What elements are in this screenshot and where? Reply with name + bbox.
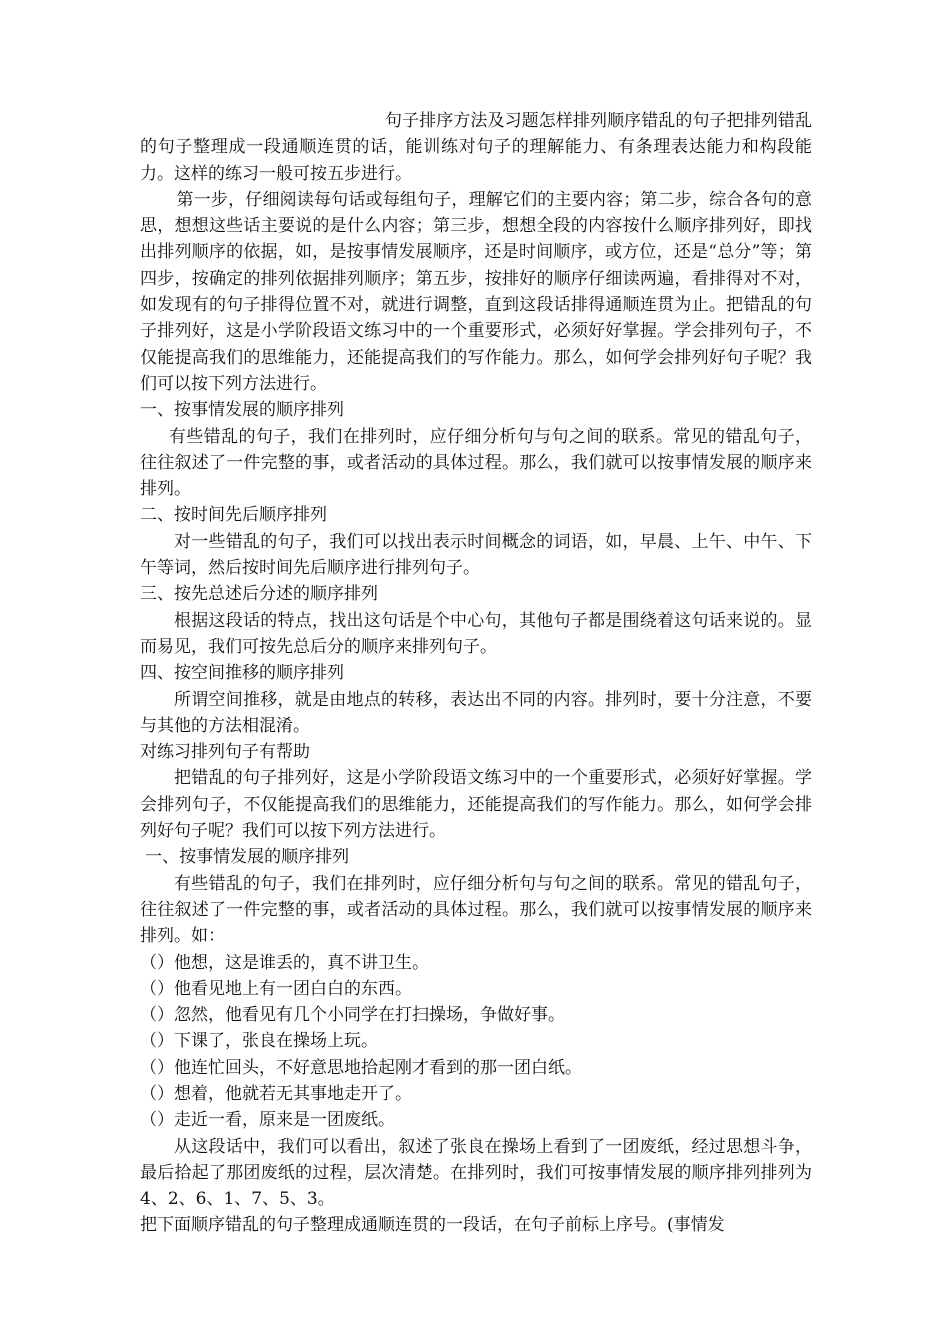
exercise-item: （）想着，他就若无其事地走开了。: [140, 1083, 412, 1104]
exercise-item: （）忽然，他看见有几个小同学在打扫操场，争做好事。: [140, 1005, 565, 1026]
body-paragraph: 根据这段话的特点，找出这句话是个中心句，其他句子都是围绕着这句话来说的。显而易见，我们可按先总后分的顺序来排列句子。: [140, 610, 812, 657]
steps-paragraph: 第一步，仔细阅读每句话或每组句子，理解它们的主要内容；第二步，综合各句的意思，想想这些话主要说的是什么内容；第三步，想想全段的内容按什么顺序排列好，即找出排列顺序的依据，如，是按事情发展顺序，还是时间顺序，或方位，还是“总分”等；第四步，按确定的排列依据排列顺序；第五步，按排好的顺序仔细读两遍，看排得对不对，如发现有的句子排得位置不对，就进行调整，直到这段话排得通顺连贯为止。把错乱的句子排列好，这是小学阶段语文练习中的一个重要形式，必须好好掌握。学会排列句子，不仅能提高我们的思维能力，还能提高我们的写作能力。那么，如何学会排列好句子呢？我们可以按下列方法进行。: [140, 189, 812, 394]
section-heading: 对练习排列句子有帮助: [140, 742, 310, 763]
exercise-item: （）走近一看，原来是一团废纸。: [140, 1110, 395, 1131]
body-paragraph: 所谓空间推移，就是由地点的转移，表达出不同的内容。排列时，要十分注意，不要与其他的方法相混淆。: [140, 689, 812, 736]
exercise-item: （）他看见地上有一团白白的东西。: [140, 978, 412, 999]
body-paragraph: 把错乱的句子排列好，这是小学阶段语文练习中的一个重要形式，必须好好掌握。学会排列句子，不仅能提高我们的思维能力，还能提高我们的写作能力。那么，如何学会排列好句子呢？我们可以按下列方法进行。: [140, 768, 812, 842]
exercise-item: （）他连忙回头，不好意思地拾起刚才看到的那一团白纸。: [140, 1057, 582, 1078]
body-paragraph: 有些错乱的句子，我们在排列时，应仔细分析句与句之间的联系。常见的错乱句子，往往叙述了一件完整的事，或者活动的具体过程。那么，我们就可以按事情发展的顺序来排列。如：: [140, 873, 812, 947]
exercise-item: （）他想，这是谁丢的，真不讲卫生。: [140, 952, 429, 973]
body-paragraph: 从这段话中，我们可以看出，叙述了张良在操场上看到了一团废纸，经过思想斗争，最后拾起了那团废纸的过程，层次清楚。在排列时，我们可按事情发展的顺序排列排列为4、2、6、1、7、5、3。: [140, 1136, 812, 1210]
intro-paragraph: 句子排序方法及习题怎样排列顺序错乱的句子把排列错乱的句子整理成一段通顺连贯的话，能训练对句子的理解能力、有条理表达能力和构段能力。这样的练习一般可按五步进行。: [140, 111, 812, 184]
section-heading: 三、按先总述后分述的顺序排列: [140, 584, 378, 605]
section-heading: 二、按时间先后顺序排列: [140, 505, 327, 526]
exercise-instruction: 把下面顺序错乱的句子整理成通顺连贯的一段话，在句子前标上序号。(事情发: [140, 1215, 725, 1236]
section-heading: 一、按事情发展的顺序排列: [140, 400, 344, 421]
body-paragraph: 有些错乱的句子，我们在排列时，应仔细分析句与句之间的联系。常见的错乱句子，往往叙述了一件完整的事，或者活动的具体过程。那么，我们就可以按事情发展的顺序来排列。: [140, 426, 812, 500]
exercise-item: （）下课了，张良在操场上玩。: [140, 1031, 378, 1052]
section-heading: 四、按空间推移的顺序排列: [140, 663, 344, 684]
document-page: [140, 108, 812, 1239]
section-heading: 一、按事情发展的顺序排列: [145, 847, 350, 868]
body-paragraph: 对一些错乱的句子，我们可以找出表示时间概念的词语，如，早晨、上午、中午、下午等词，然后按时间先后顺序进行排列句子。: [140, 531, 812, 579]
